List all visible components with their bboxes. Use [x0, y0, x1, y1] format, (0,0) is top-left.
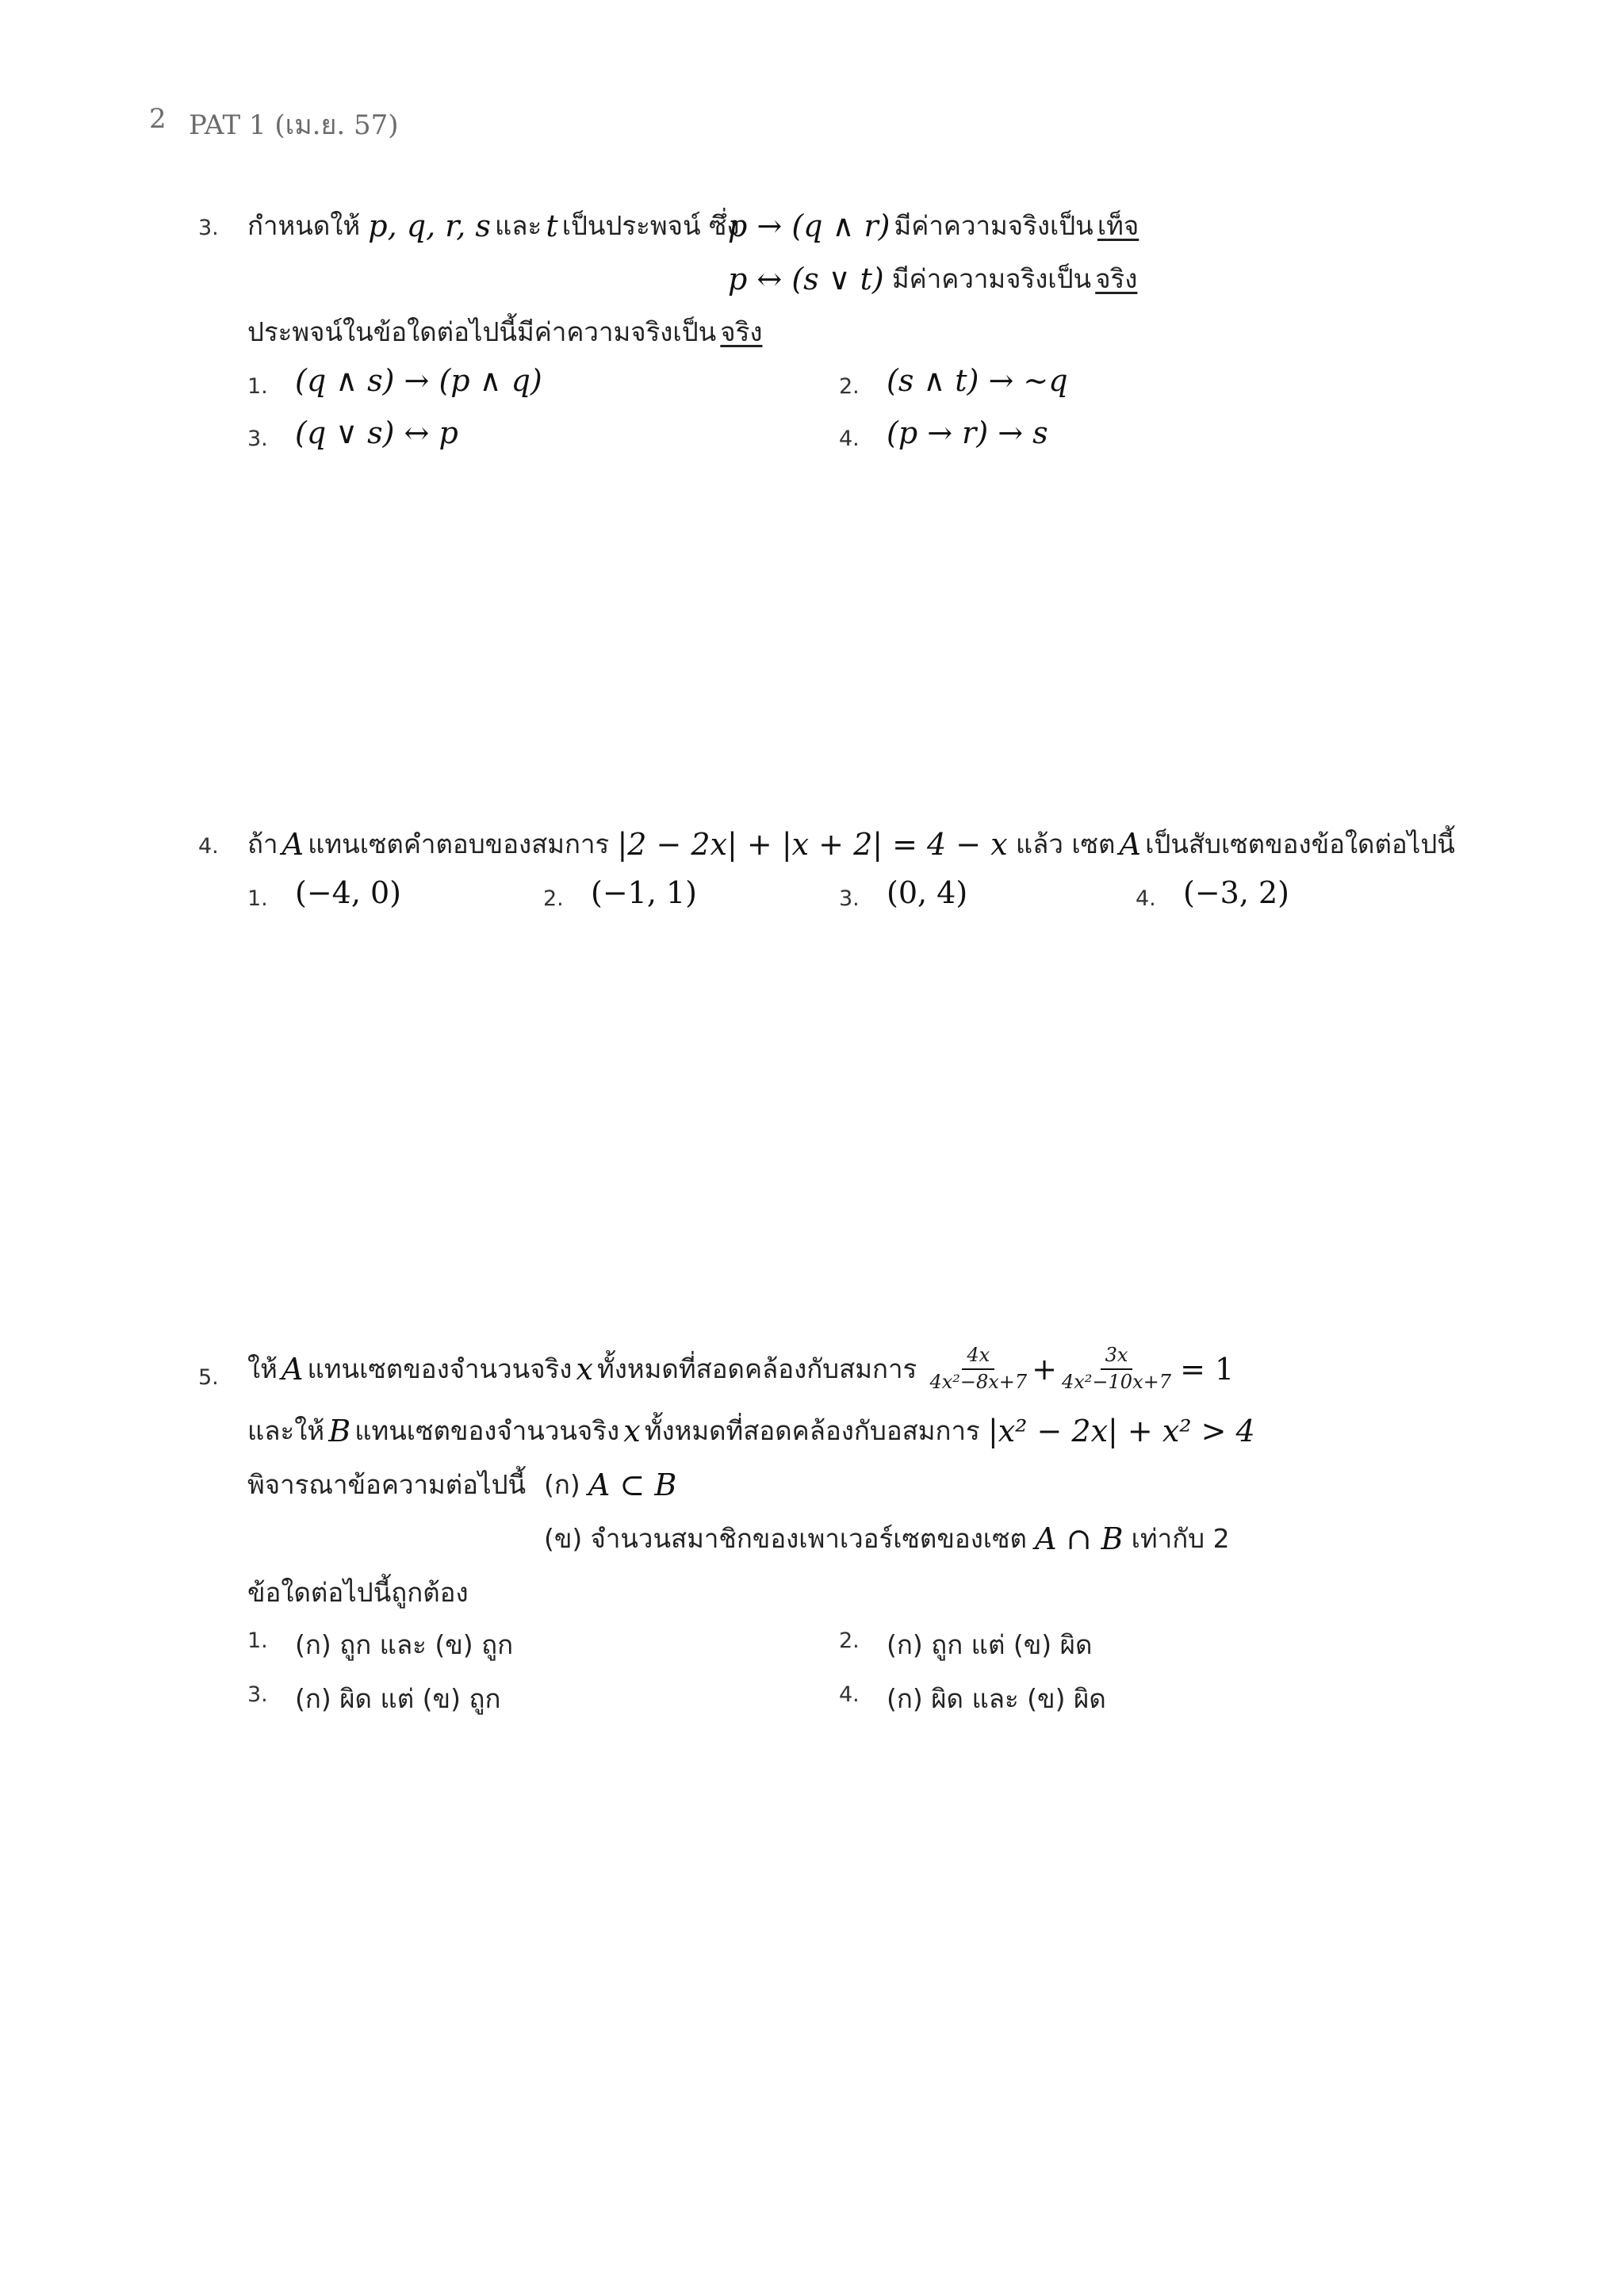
q5-stmt-b-tail: เท่ากับ 2 [1131, 1523, 1230, 1554]
q4-text-a: ถ้า [247, 828, 278, 859]
q3-choice-2: (s ∧ t) → ∼q [887, 363, 1068, 398]
page-number: 2 [149, 103, 167, 135]
q4-choice-1: (−4, 0) [295, 875, 402, 910]
q5-stmt-b-label: (ข) [544, 1523, 583, 1554]
q5-frac1-denominator: 4x²−8x+7 [929, 1370, 1028, 1393]
q3-choice-1: (q ∧ s) → (p ∧ q) [295, 363, 542, 398]
q5-frac1-numerator: 4x [962, 1345, 994, 1370]
q3-condition1 [728, 205, 1139, 247]
q3-line1 [247, 205, 740, 247]
q3-intro-b: เป็นประพจน์ ซึ่ง [561, 210, 740, 241]
q4-choice-4: (−3, 2) [1183, 875, 1290, 910]
q5-inequality: |x² − 2x| + x² > 4 [987, 1413, 1255, 1448]
q3-choice-3: (q ∨ s) ↔ p [295, 415, 458, 450]
q5-line2-b: แทนเซตของจำนวนจริง [354, 1415, 620, 1446]
q5-choice-2: (ก) ถูก แต่ (ข) ผิด [887, 1629, 1093, 1660]
q5-question: ข้อใดต่อไปนี้ถูกต้อง [247, 1577, 469, 1608]
q5-line1 [247, 1345, 1234, 1393]
q3-intro-a: กำหนดให้ [247, 210, 361, 241]
q4-equation: |2 − 2x| + |x + 2| = 4 − x [617, 826, 1008, 862]
q5-plus: + [1032, 1351, 1057, 1387]
q5-choice-3-num: 3. [247, 1682, 268, 1707]
q3-var-t: t [546, 208, 558, 243]
q4-var-a: A [282, 826, 304, 862]
q5-statement-b [544, 1517, 1230, 1559]
q5-stmt-a-expr: A ⊂ B [588, 1467, 677, 1502]
q5-var-x2: x [623, 1413, 641, 1448]
q5-choice-4-num: 4. [839, 1682, 860, 1707]
q5-stmt-b-expr: A ∩ B [1035, 1521, 1124, 1556]
q4-choice-3-num: 3. [839, 886, 860, 911]
q3-truth-prefix1: มีค่าความจริงเป็น [894, 210, 1094, 241]
q5-eq-rhs: = 1 [1180, 1351, 1235, 1387]
q4-number: 4. [198, 834, 219, 859]
q5-line1-b: แทนเซตของจำนวนจริง [307, 1353, 573, 1385]
q5-statement-a [544, 1464, 676, 1506]
q3-choice-2-num: 2. [839, 374, 860, 399]
q3-truth-value2: จริง [1095, 263, 1138, 294]
q5-choice-2-num: 2. [839, 1628, 860, 1653]
q3-condition2 [728, 258, 1137, 300]
q5-consider: พิจารณาข้อความต่อไปนี้ [247, 1469, 527, 1500]
q5-fraction-1 [925, 1345, 1032, 1393]
q4-text-d: เป็นสับเซตของข้อใดต่อไปนี้ [1145, 828, 1455, 859]
q5-line2-a: และให้ [247, 1415, 325, 1446]
q4-choice-3: (0, 4) [887, 875, 968, 910]
q4-var-a2: A [1119, 826, 1141, 862]
q4-choice-2: (−1, 1) [591, 875, 698, 910]
q3-truth-value1: เท็จ [1097, 210, 1139, 241]
q5-number: 5. [198, 1365, 219, 1390]
q3-expr1: p → (q ∧ r) [728, 208, 891, 243]
q3-question-value: จริง [720, 316, 763, 347]
q4-choice-1-num: 1. [247, 886, 268, 911]
q5-choice-1: (ก) ถูก และ (ข) ถูก [295, 1629, 514, 1660]
q5-frac2-denominator: 4x²−10x+7 [1062, 1370, 1171, 1393]
q4-text-b: แทนเซตคำตอบของสมการ [308, 828, 610, 859]
q5-var-x: x [576, 1351, 593, 1387]
q5-stmt-a-label: (ก) [544, 1469, 580, 1500]
q3-vars: p, q, r, s [368, 208, 491, 243]
q5-line2-c: ทั้งหมดที่สอดคล้องกับอสมการ [644, 1415, 980, 1446]
q3-truth-prefix2: มีค่าความจริงเป็น [891, 263, 1092, 294]
q3-question [247, 311, 762, 353]
q4-choice-4-num: 4. [1136, 886, 1156, 911]
q4-line1 [247, 823, 1455, 865]
q5-choice-3: (ก) ผิด แต่ (ข) ถูก [295, 1683, 501, 1714]
q5-choice-4: (ก) ผิด และ (ข) ผิด [887, 1683, 1106, 1714]
q3-choice-1-num: 1. [247, 374, 268, 399]
q5-choice-1-num: 1. [247, 1628, 268, 1653]
q5-line2 [247, 1410, 1255, 1452]
q3-and: และ [495, 210, 542, 241]
q5-var-a: A [281, 1351, 304, 1387]
q5-line1-c: ทั้งหมดที่สอดคล้องกับสมการ [597, 1353, 917, 1385]
q3-choice-4-num: 4. [839, 427, 860, 451]
q5-stmt-b-text: จำนวนสมาชิกของเพาเวอร์เซตของเซต [590, 1523, 1027, 1554]
q3-choice-4: (p → r) → s [887, 415, 1048, 450]
q5-fraction-2 [1057, 1345, 1176, 1393]
q3-question-prefix: ประพจน์ในข้อใดต่อไปนี้มีค่าความจริงเป็น [247, 316, 717, 347]
q4-text-c: แล้ว เซต [1015, 828, 1116, 859]
q3-choice-3-num: 3. [247, 427, 268, 451]
q4-choice-2-num: 2. [543, 886, 564, 911]
q3-expr2: p ↔ (s ∨ t) [728, 261, 884, 297]
exam-title: PAT 1 (เม.ย. 57) [189, 109, 399, 141]
q5-line1-a: ให้ [247, 1353, 278, 1385]
q5-frac2-numerator: 3x [1101, 1345, 1133, 1370]
q5-var-b: B [328, 1413, 351, 1448]
q3-number: 3. [198, 216, 219, 240]
